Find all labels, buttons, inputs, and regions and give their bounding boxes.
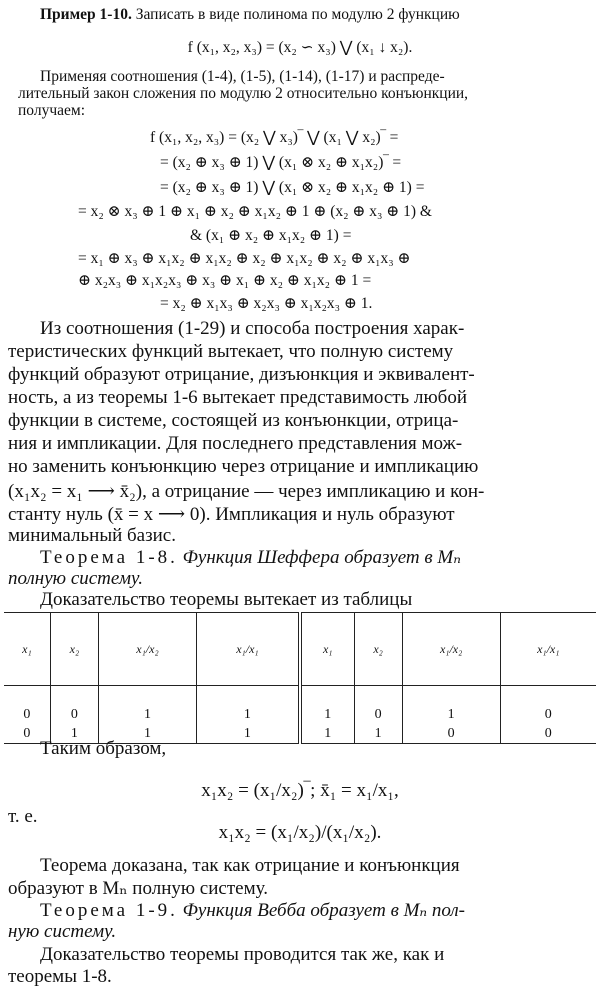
theorem-1-9 <box>0 899 600 922</box>
table-cell: 1 <box>300 705 354 724</box>
final-line-1: Доказательство теоремы проводится так же, как и <box>40 944 445 965</box>
derivation-line-2: = (x₂ ⊕ x₃ ⊕ 1) ⋁ (x₁ ⊗ x₂ ⊕ x₁x₂)‾ = <box>160 154 402 171</box>
table-cell: 1 <box>300 724 354 744</box>
thus-text: Таким образом, <box>40 738 167 759</box>
table-cell: 1 <box>196 705 300 724</box>
derivation-line-4: = x₂ ⊗ x₃ ⊕ 1 ⊕ x₁ ⊕ x₂ ⊕ x₁x₂ ⊕ 1 ⊕ (x₂ ⊕ x₃ ⊕ 1) & <box>78 203 432 220</box>
table-cell: 1 <box>99 705 197 724</box>
table-cell: 1 <box>50 724 98 744</box>
table-cell: 0 <box>500 705 596 724</box>
proof-table-intro: Доказательство теоремы вытекает из таблицы <box>40 589 413 610</box>
paragraph-line-6: ния и импликации. Для последнего представления мож- <box>8 433 463 454</box>
derivation-line-6: = x₁ ⊕ x₃ ⊕ x₁x₂ ⊕ x₁x₂ ⊕ x₂ ⊕ x₁x₂ ⊕ x₂ ⊕ x₁x₃ ⊕ <box>78 250 411 267</box>
table-row <box>4 705 596 724</box>
example-header <box>0 6 600 24</box>
paragraph-line-8: (x₁x₂ = x₁ ⟶ x̄₂), а отрицание — через импликацию и кон- <box>8 481 485 502</box>
paragraph-line-1: Из соотношения (1-29) и способа построения харак- <box>40 318 465 339</box>
table-cell: 1 <box>99 724 197 744</box>
ie-text: т. е. <box>8 806 38 827</box>
derivation-line-1: f (x₁, x₂, x₃) = (x₂ ⋁ x₃)‾ ⋁ (x₁ ⋁ x₂)‾ = <box>150 129 399 146</box>
table-header: x₁/x₁ <box>500 613 596 686</box>
paragraph-line-2: теристических функций вытекает, что полную систему <box>8 341 454 362</box>
table-header: x₁ <box>4 613 50 686</box>
table-cell: 0 <box>402 724 500 744</box>
paragraph-line-4: ность, а из теоремы 1-6 вытекает представимость любой <box>8 387 467 408</box>
theorem-1-9-text: Функция Вебба образует в Mₙ пол- <box>182 900 466 921</box>
table-cell: 0 <box>50 705 98 724</box>
derivation-line-5: & (x₁ ⊕ x₂ ⊕ x₁x₂ ⊕ 1) = <box>190 227 352 244</box>
theorem-1-8-text: Функция Шеффера образует в Mₙ <box>182 547 461 568</box>
table-cell: 1 <box>196 724 300 744</box>
derivation-line-8: = x₂ ⊕ x₁x₃ ⊕ x₂x₃ ⊕ x₁x₂x₃ ⊕ 1. <box>160 295 373 312</box>
theorem-1-9-text-cont: ную систему. <box>8 921 117 942</box>
table-header: x₁/x₁ <box>196 613 300 686</box>
paragraph-line-7: но заменить конъюнкцию через отрицание и импликацию <box>8 456 479 477</box>
paragraph-line-3: функций образуют отрицание, дизъюнкция и эквивалент- <box>8 364 475 385</box>
result-formula-1: x₁x₂ = (x₁/x₂)‾; x̄₁ = x₁/x₁, <box>201 780 399 801</box>
intro-line-2: лительный закон сложения по модулю 2 относительно конъюнкции, <box>18 85 469 102</box>
example-label: Пример 1-10. <box>40 6 132 23</box>
theorem-1-8-text-cont: полную систему. <box>8 568 143 589</box>
conclusion-line-2: образуют в Mₙ полную систему. <box>8 878 268 899</box>
table-header: x₁/x₂ <box>402 613 500 686</box>
derivation-line-3: = (x₂ ⊕ x₃ ⊕ 1) ⋁ (x₁ ⊗ x₂ ⊕ x₁x₂ ⊕ 1) = <box>160 179 425 196</box>
table-cell: 0 <box>354 705 402 724</box>
conclusion-line-1: Теорема доказана, так как отрицание и конъюнкция <box>40 855 460 876</box>
theorem-1-8 <box>0 546 600 569</box>
truth-table <box>4 612 596 744</box>
table-header: x₁ <box>300 613 354 686</box>
intro-line-1: Применяя соотношения (1-4), (1-5), (1-14), (1-17) и распреде- <box>40 68 445 85</box>
intro-line-3: получаем: <box>18 102 85 119</box>
table-header-row <box>4 613 596 686</box>
paragraph-line-9: станту нуль (x̄ = x ⟶ 0). Импликация и нуль образуют <box>8 504 455 525</box>
table-cell: 1 <box>354 724 402 744</box>
table-cell: 0 <box>4 724 50 744</box>
paragraph-line-10: минимальный базис. <box>8 525 176 546</box>
theorem-1-8-label: Теорема 1-8. <box>40 547 178 568</box>
final-line-2: теоремы 1-8. <box>8 966 112 987</box>
paragraph-line-5: функции в системе, состоящей из конъюнкции, отрица- <box>8 410 459 431</box>
table-header: x₂ <box>354 613 402 686</box>
theorem-1-9-label: Теорема 1-9. <box>40 900 178 921</box>
derivation-line-7: ⊕ x₂x₃ ⊕ x₁x₂x₃ ⊕ x₃ ⊕ x₁ ⊕ x₂ ⊕ x₁x₂ ⊕ 1 = <box>78 272 372 289</box>
table-header: x₁/x₂ <box>99 613 197 686</box>
example-task: Записать в виде полинома по модулю 2 функцию <box>135 6 460 23</box>
table-cell: 0 <box>23 706 31 722</box>
example-formula: f (x₁, x₂, x₃) = (x₂ ∽ x₃) ⋁ (x₁ ↓ x₂). <box>187 39 413 56</box>
table-header: x₂ <box>50 613 98 686</box>
table-cell: 1 <box>402 705 500 724</box>
result-formula-2: x₁x₂ = (x₁/x₂)/(x₁/x₂). <box>218 822 382 843</box>
table-cell: 0 <box>500 724 596 744</box>
